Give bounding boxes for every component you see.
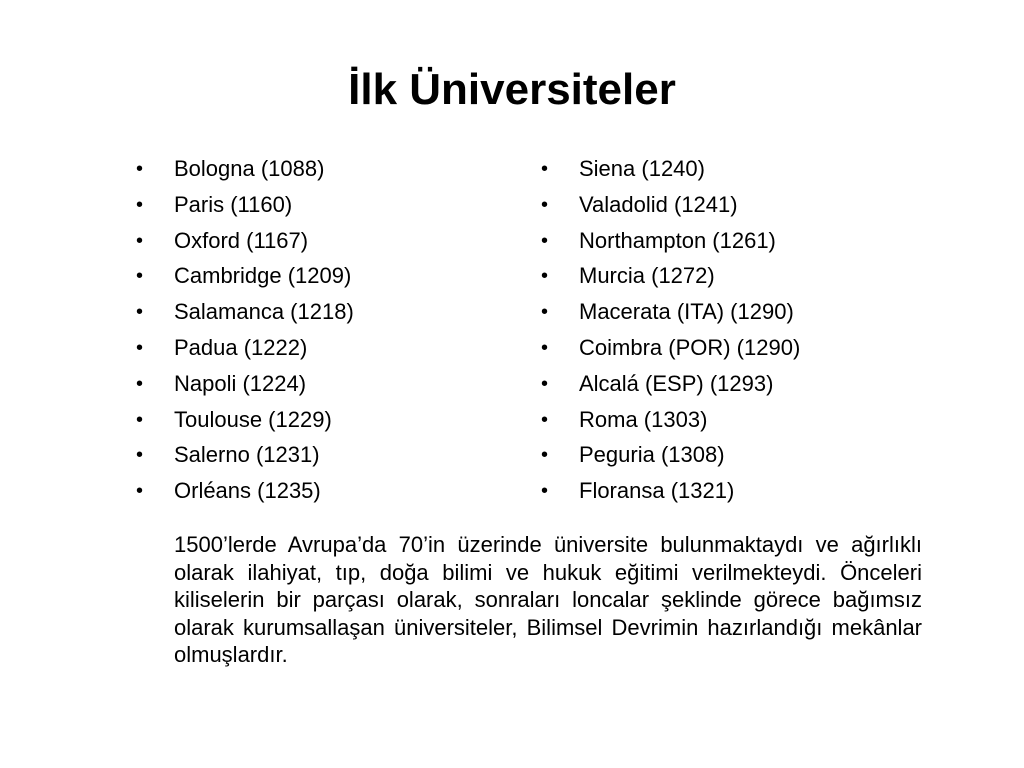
list-item-text: Oxford (1167) — [174, 227, 309, 253]
list-item-text: Macerata (ITA) (1290) — [579, 299, 794, 325]
list-item — [535, 295, 915, 331]
list-item-text: Siena (1240) — [579, 156, 705, 181]
list-item — [535, 224, 915, 260]
bullet: • — [136, 372, 144, 395]
list-item-text: Floransa (1321) — [579, 478, 735, 504]
list-item-text: Salamanca (1218) — [174, 299, 354, 325]
list-item-text: Peguria (1308) — [579, 442, 725, 468]
bullet: • — [136, 480, 144, 503]
list-item-text: Padua (1222) — [174, 334, 308, 360]
slide-title: İlk Üniversiteler — [348, 65, 676, 114]
bullet: • — [541, 158, 549, 180]
bullet: • — [136, 444, 144, 467]
list-item-text: Cambridge (1209) — [174, 263, 352, 289]
bullet: • — [541, 336, 549, 359]
list-item — [130, 259, 490, 295]
bullet: • — [136, 336, 144, 359]
university-list-left — [130, 152, 490, 510]
bullet: • — [541, 372, 549, 395]
list-item — [535, 403, 915, 439]
list-item — [130, 438, 490, 474]
list-item-text: Murcia (1272) — [579, 263, 715, 289]
bullet: • — [136, 265, 144, 288]
list-item-text: Toulouse (1229) — [174, 406, 332, 432]
bullet: • — [136, 229, 144, 252]
list-item-text: Salerno (1231) — [174, 442, 320, 468]
list-item — [130, 331, 490, 367]
bullet: • — [541, 301, 549, 324]
bullet: • — [541, 444, 549, 467]
bullet: • — [541, 265, 549, 288]
list-item-text: Valadolid (1241) — [579, 191, 738, 217]
list-item — [130, 188, 490, 224]
list-item — [130, 474, 490, 510]
list-item — [130, 295, 490, 331]
list-item — [130, 367, 490, 403]
list-item — [535, 474, 915, 510]
bullet: • — [541, 193, 549, 216]
list-item-text: Alcalá (ESP) (1293) — [579, 370, 774, 396]
list-item-text: Napoli (1224) — [174, 370, 307, 396]
list-item-text: Northampton (1261) — [579, 227, 776, 253]
list-item — [130, 224, 490, 260]
list-item-text: Coimbra (POR) (1290) — [579, 334, 801, 360]
university-list-right — [535, 152, 915, 510]
list-item-text: Roma (1303) — [579, 406, 708, 432]
list-item — [535, 152, 915, 188]
list-item — [535, 438, 915, 474]
list-item — [130, 152, 490, 188]
list-item-text: Orléans (1235) — [174, 478, 321, 504]
list-item — [535, 188, 915, 224]
bullet: • — [136, 408, 144, 431]
bullet: • — [136, 158, 144, 180]
bullet: • — [541, 229, 549, 252]
bullet: • — [541, 480, 549, 503]
summary-paragraph: 1500’lerde Avrupa’da 70’in üzerinde üniversite bulunmaktaydı ve ağırlıklı olarak ilahiyat, tıp, doğa bilimi ve hukuk eğitimi verilmekteydi. Önceleri kiliselerin bir parçası olarak, sonraları loncalar şeklinde görece bağımsız olarak kurumsallaşan üniversiteler, Bilimsel Devrimin hazırlandığı mekânlar olmuşlardır. — [174, 532, 922, 667]
bullet: • — [541, 408, 549, 431]
list-item-text: Paris (1160) — [174, 191, 293, 217]
list-item — [535, 259, 915, 295]
bullet: • — [136, 193, 144, 216]
list-item-text: Bologna (1088) — [174, 156, 325, 181]
list-item — [535, 367, 915, 403]
list-item — [130, 403, 490, 439]
bullet: • — [136, 301, 144, 324]
list-item — [535, 331, 915, 367]
